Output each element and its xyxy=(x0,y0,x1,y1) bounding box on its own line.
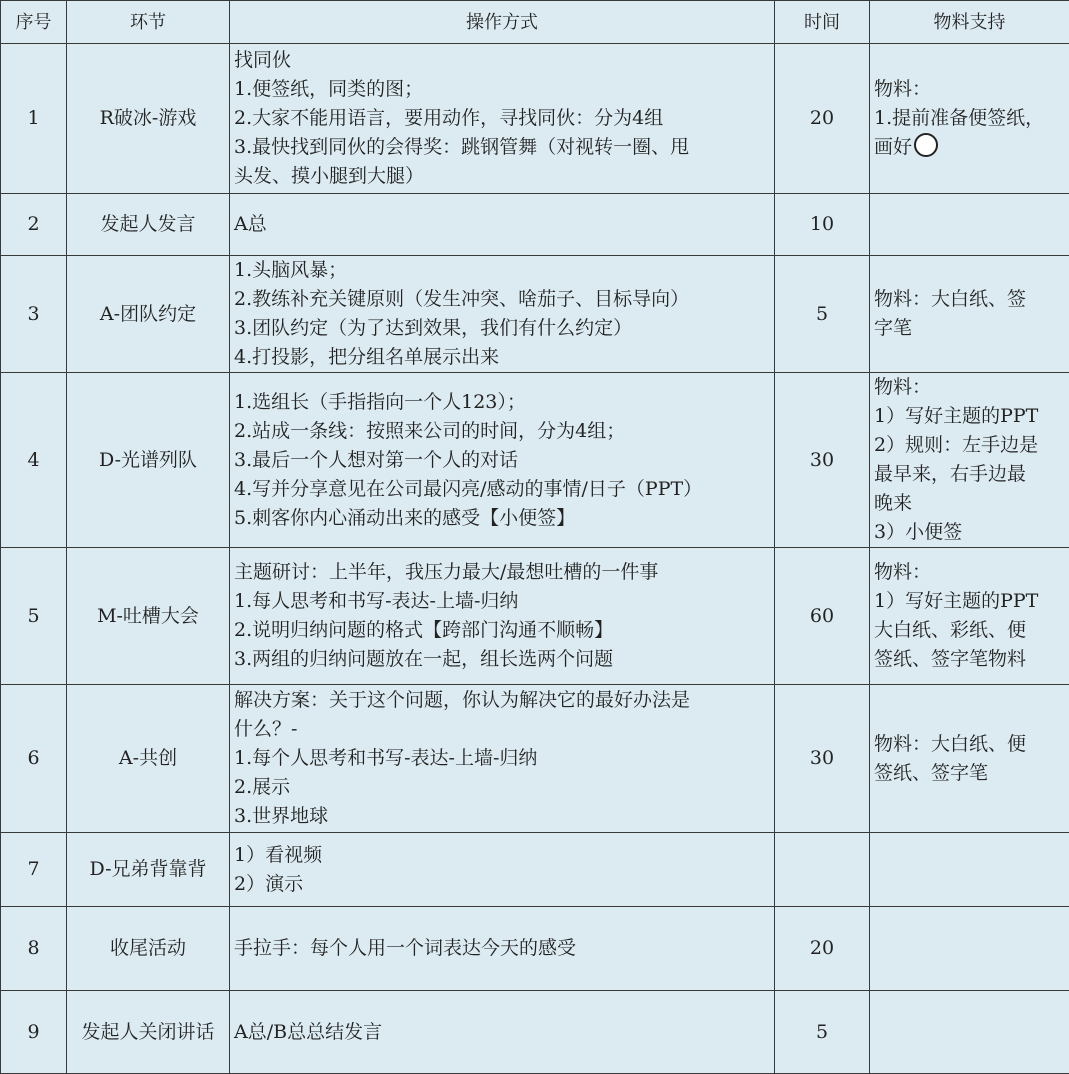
method-line: 手拉手：每个人用一个词表达今天的感受 xyxy=(234,934,770,963)
row-materials xyxy=(870,44,1069,194)
row-stage: A-共创 xyxy=(67,685,230,833)
method-line: A总/B总总结发言 xyxy=(234,1018,770,1047)
table-row xyxy=(1,194,1069,256)
row-method xyxy=(230,44,775,194)
row-time: 5 xyxy=(775,256,870,373)
method-line: 找同伙 xyxy=(234,46,770,75)
materials-line: 最早来，右手边最 xyxy=(874,460,1065,489)
table-row xyxy=(1,685,1069,833)
method-line: 2.说明归纳问题的格式【跨部门沟通不顺畅】 xyxy=(234,616,770,645)
materials-line: 物料：大白纸、签 xyxy=(874,285,1065,314)
table-row xyxy=(1,44,1069,194)
materials-line: 物料： xyxy=(874,373,1065,402)
header-time: 时间 xyxy=(775,1,870,44)
table-row xyxy=(1,991,1069,1074)
method-line: 2.展示 xyxy=(234,773,770,802)
method-line: 2.站成一条线：按照来公司的时间，分为4组； xyxy=(234,417,770,446)
method-line: 2.大家不能用语言，要用动作，寻找同伙：分为4组 xyxy=(234,104,770,133)
materials-line: 签纸、签字笔 xyxy=(874,759,1065,788)
method-line: 3.最快找到同伙的会得奖：跳钢管舞（对视转一圈、甩 xyxy=(234,133,770,162)
materials-line: 1）写好主题的PPT xyxy=(874,402,1065,431)
method-line: 4.打投影，把分组名单展示出来 xyxy=(234,343,770,372)
header-stage: 环节 xyxy=(67,1,230,44)
materials-line: 晚来 xyxy=(874,489,1065,518)
method-line: 2.教练补充关键原则（发生冲突、啥茄子、目标导向） xyxy=(234,285,770,314)
table-row xyxy=(1,256,1069,373)
method-line: 3.最后一个人想对第一个人的对话 xyxy=(234,446,770,475)
row-method xyxy=(230,833,775,907)
header-row xyxy=(1,1,1069,44)
row-time: 20 xyxy=(775,907,870,991)
row-stage: D-兄弟背靠背 xyxy=(67,833,230,907)
table-row xyxy=(1,548,1069,685)
method-line: 4.写并分享意见在公司最闪亮/感动的事情/日子（PPT） xyxy=(234,475,770,504)
materials-line: 签纸、签字笔物料 xyxy=(874,645,1065,674)
method-line: 2）演示 xyxy=(234,870,770,899)
row-stage: 发起人关闭讲话 xyxy=(67,991,230,1074)
method-line: 头发、摸小腿到大腿） xyxy=(234,162,770,191)
row-materials xyxy=(870,833,1069,907)
row-materials xyxy=(870,685,1069,833)
row-materials xyxy=(870,991,1069,1074)
table-row xyxy=(1,833,1069,907)
row-time: 60 xyxy=(775,548,870,685)
row-time xyxy=(775,833,870,907)
materials-line: 1）写好主题的PPT xyxy=(874,587,1065,616)
method-line: 1.每个人思考和书写-表达-上墙-归纳 xyxy=(234,744,770,773)
table-row xyxy=(1,907,1069,991)
row-method xyxy=(230,194,775,256)
materials-line: 物料： xyxy=(874,558,1065,587)
row-no: 2 xyxy=(1,194,67,256)
method-line: 3.两组的归纳问题放在一起，组长选两个问题 xyxy=(234,645,770,674)
circle-icon xyxy=(914,133,938,157)
materials-line: 物料：大白纸、便 xyxy=(874,730,1065,759)
row-stage: A-团队约定 xyxy=(67,256,230,373)
materials-line: 2）规则：左手边是 xyxy=(874,431,1065,460)
row-no: 4 xyxy=(1,373,67,548)
row-method xyxy=(230,991,775,1074)
row-method xyxy=(230,373,775,548)
row-stage: R破冰-游戏 xyxy=(67,44,230,194)
materials-line: 大白纸、彩纸、便 xyxy=(874,616,1065,645)
row-stage: 发起人发言 xyxy=(67,194,230,256)
method-line: A总 xyxy=(234,210,770,239)
row-method xyxy=(230,256,775,373)
row-no: 5 xyxy=(1,548,67,685)
materials-line: 物料： xyxy=(874,75,1065,104)
row-time: 30 xyxy=(775,373,870,548)
row-no: 7 xyxy=(1,833,67,907)
row-time: 5 xyxy=(775,991,870,1074)
row-stage: M-吐槽大会 xyxy=(67,548,230,685)
row-materials xyxy=(870,548,1069,685)
row-method xyxy=(230,685,775,833)
method-line: 5.刺客你内心涌动出来的感受【小便签】 xyxy=(234,504,770,533)
row-no: 8 xyxy=(1,907,67,991)
materials-line: 1.提前准备便签纸， xyxy=(874,104,1065,133)
row-method xyxy=(230,907,775,991)
row-stage: 收尾活动 xyxy=(67,907,230,991)
row-materials xyxy=(870,256,1069,373)
row-method xyxy=(230,548,775,685)
materials-line xyxy=(874,133,1065,162)
row-time: 20 xyxy=(775,44,870,194)
method-line: 主题研讨：上半年，我压力最大/最想吐槽的一件事 xyxy=(234,558,770,587)
header-no: 序号 xyxy=(1,1,67,44)
method-line: 1）看视频 xyxy=(234,841,770,870)
header-method: 操作方式 xyxy=(230,1,775,44)
materials-line: 字笔 xyxy=(874,314,1065,343)
method-line: 1.便签纸，同类的图； xyxy=(234,75,770,104)
method-line: 解决方案：关于这个问题，你认为解决它的最好办法是 xyxy=(234,686,770,715)
method-line: 1.每人思考和书写-表达-上墙-归纳 xyxy=(234,587,770,616)
table-row xyxy=(1,373,1069,548)
method-line: 1.选组长（手指指向一个人123）； xyxy=(234,388,770,417)
row-stage: D-光谱列队 xyxy=(67,373,230,548)
row-time: 30 xyxy=(775,685,870,833)
row-no: 6 xyxy=(1,685,67,833)
method-line: 3.世界地球 xyxy=(234,802,770,831)
row-materials xyxy=(870,907,1069,991)
row-materials xyxy=(870,373,1069,548)
row-materials xyxy=(870,194,1069,256)
method-line: 3.团队约定（为了达到效果，我们有什么约定） xyxy=(234,314,770,343)
row-no: 3 xyxy=(1,256,67,373)
materials-text: 画好 xyxy=(874,136,912,158)
method-line: 1.头脑风暴； xyxy=(234,256,770,285)
row-no: 1 xyxy=(1,44,67,194)
materials-line: 3）小便签 xyxy=(874,518,1065,547)
header-materials: 物料支持 xyxy=(870,1,1069,44)
method-line: 什么？- xyxy=(234,715,770,744)
row-time: 10 xyxy=(775,194,870,256)
row-no: 9 xyxy=(1,991,67,1074)
